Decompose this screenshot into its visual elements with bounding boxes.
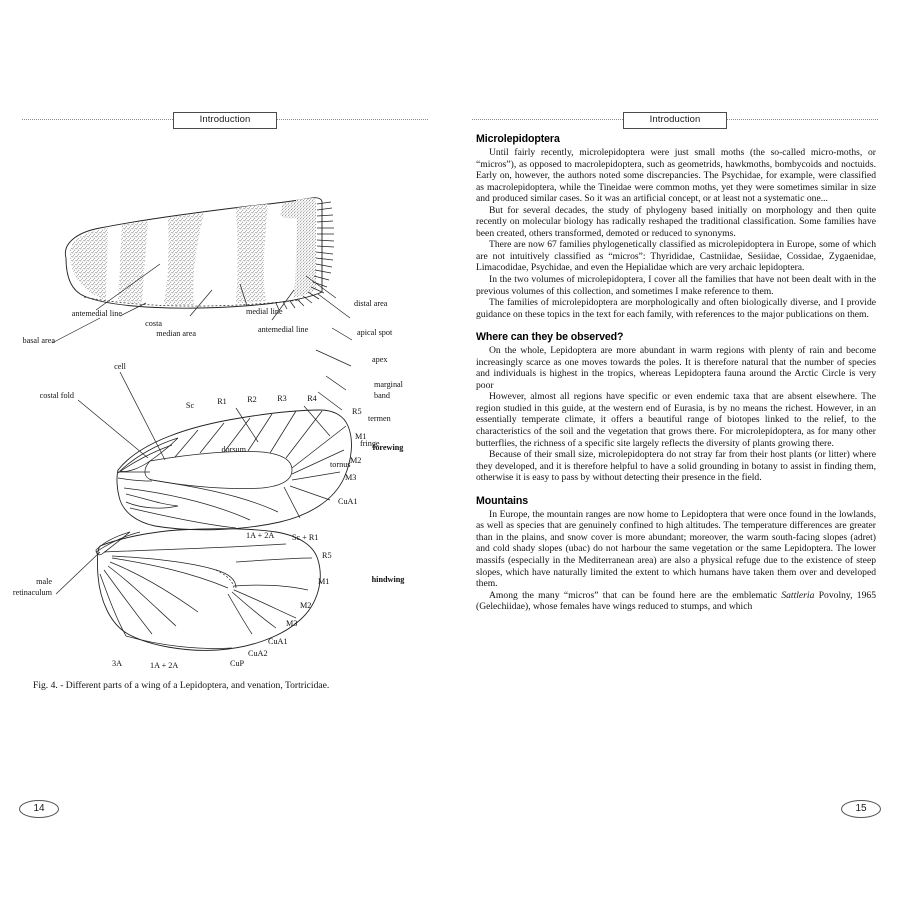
right-page [450, 0, 900, 900]
vein-label-cua1: CuA1 [338, 497, 358, 506]
paragraph: Until fairly recently, microlepidoptera were just small moths (the so-called micro-moths, or “micros”), as opposed to macrolepidoptera, such as geometrids, hawkmoths, bombycoids and noctuids. Early on, however, the authors noted some discrepancies. The Psychidae, for example, were classified as macrolepidoptera, while the Tineidae were common moths, yet they were sometimes similar in size and produced similar cases. So it was an artificial concept, or at least not a systematic one... [476, 147, 876, 205]
paragraph-with-italic [476, 590, 876, 613]
vein-label-r2: R2 [247, 395, 257, 404]
callout-cell: cell [114, 362, 126, 371]
paragraph: There are now 67 families phylogenetically classified as microlepidoptera in Europe, some of which are not intuitively classified as “micros”: Thyrididae, Castniidae, Sesiidae, Cossidae, Zygaenidae, Limacodidae, Psychidae, and even the Hepialidae which are very archaic lepidoptera. [476, 239, 876, 274]
label-hindwing: hindwing [371, 575, 405, 584]
label-medial-line: medial line [246, 307, 283, 316]
header-rule-right-start [472, 119, 623, 121]
vein-label-1a2a-hindwing: 1A + 2A [150, 661, 179, 670]
label-apex: apex [372, 355, 388, 364]
callout-costal-fold: costal fold [39, 391, 74, 400]
vein-label-m2: M2 [350, 456, 362, 465]
label-distal-area: distal area [354, 299, 388, 308]
vein-label-sc-r1: Sc + R1 [292, 533, 319, 542]
vein-label-cup: CuP [230, 659, 245, 668]
vein-label-m1: M1 [355, 432, 367, 441]
label-dorsum: dorsum [221, 445, 246, 454]
vein-label-sc: Sc [185, 401, 195, 410]
section-heading-mountains: Mountains [476, 494, 529, 507]
label-basal-area: basal area [22, 336, 55, 345]
body-column [476, 133, 876, 613]
header-rule-left-end [277, 119, 428, 121]
label-fringe: fringe [360, 439, 380, 448]
vein-label-m1-hindwing: M1 [318, 577, 330, 586]
wing-venation-figure [0, 360, 450, 680]
label-band: band [374, 391, 390, 400]
header-title-left: Introduction [173, 112, 278, 129]
section-heading-where-observed: Where can they be observed? [476, 331, 624, 344]
genus-name-italic: Sattleria [781, 589, 815, 601]
vein-label-r3: R3 [277, 394, 287, 403]
paragraph: But for several decades, the study of phylogeny based initially on morphology and then quite recently on molecular biology has radically reshaped the traditional classification. Some families have been created, others transformed, demoted or reduced to synonyms. [476, 204, 876, 239]
paragraph: On the whole, Lepidoptera are more abundant in warm regions with plenty of rain and become increasingly scarce as one moves towards the poles. It is therefore natural that the number of species and individuals is highest in the tropics, whereas Lepidoptera fauna around the Arctic Circle is very poor [476, 345, 876, 391]
vein-label-m2-hindwing: M2 [300, 601, 312, 610]
label-tornus: tornus [330, 460, 351, 469]
vein-label-r5: R5 [352, 407, 362, 416]
page-number-left: 14 [19, 800, 59, 818]
paragraph: The families of microlepidoptera are morphologically and often biologically diverse, and I provide guidance on these topics in the text for each family, with references to the major publications on them. [476, 297, 876, 320]
paragraph: In the two volumes of microlepidoptera, I cover all the families that have not been dealt with in the previous volumes of this collection, and sometimes I make reference to them. [476, 274, 876, 297]
paragraph: Because of their small size, microlepidoptera do not stray far from their host plants (or litter) where they developed, and it is therefore helpful to have a solid grounding in botany to assist in finding them, otherwise it is easy to pass by without detecting their presence in the field. [476, 449, 876, 484]
label-antemedial-line-1: antemedial line [71, 309, 122, 318]
vein-label-3a: 3A [112, 659, 123, 668]
header-rule-right-end [727, 119, 878, 121]
running-header-left [22, 112, 428, 128]
callout-retinaculum: retinaculum [12, 588, 52, 597]
label-marginal: marginal [374, 380, 403, 389]
vein-label-m3: M3 [345, 473, 357, 482]
paragraph: However, almost all regions have specific or even endemic taxa that are absent elsewhere. The region studied in this guide, at the western end of Eurasia, is by no means the richest. However, in an essentially temperate climate, it offers a beautiful range of biotopes linked to the relief, to the characteristics of the soil and the vegetation that grows there. For microlepidoptera, as for many other butterflies, the richness of a specific site largely reflects the diversity of plants growing there. [476, 391, 876, 449]
paragraph: In Europe, the mountain ranges are now home to Lepidoptera that were once found in the lowlands, as well as species that are genuinely confined to high altitudes. The temperature differences are greater than in the plains, and snow cover is more abundant; moreover, the warm south-facing slopes (adret) and cold shady slopes (ubac) do not harbour the same vegetation or the same Lepidoptera. The lower massifs (especially in the Mediterranean area) are also a physical refuge due to the existence of steep slopes, which have naturally limited the extent to which humans have taken them over and developed them. [476, 508, 876, 590]
paragraph-text-after: Povolny, 1965 (Gelechiidae), whose females have wings reduced to stumps, and which [476, 589, 876, 613]
vein-label-1a2a-forewing: 1A + 2A [246, 531, 275, 540]
wing-venation-svg [0, 360, 450, 680]
label-costa: costa [145, 319, 162, 328]
label-median-area: median area [156, 329, 196, 338]
label-forewing: forewing [372, 443, 404, 452]
figure-caption: Fig. 4. - Different parts of a wing of a Lepidoptera, and venation, Tortricidae. [33, 680, 330, 691]
label-termen: termen [368, 414, 391, 423]
header-title-right: Introduction [623, 112, 728, 129]
vein-label-r5-hindwing: R5 [322, 551, 332, 560]
label-apical-spot: apical spot [357, 328, 393, 337]
label-antemedial-line-2: antemedial line [258, 325, 309, 334]
header-rule-left-start [22, 119, 173, 121]
running-header-right [472, 112, 878, 128]
vein-label-cua1-hindwing: CuA1 [268, 637, 288, 646]
paragraph-text-before: Among the many “micros” that can be found here are the emblematic [489, 589, 782, 601]
vein-label-m3-hindwing: M3 [286, 619, 298, 628]
vein-label-r1: R1 [217, 397, 227, 406]
callout-male: male [36, 577, 52, 586]
page-number-right: 15 [841, 800, 881, 818]
vein-label-cua2: CuA2 [248, 649, 268, 658]
section-heading-microlepidoptera: Microlepidoptera [476, 133, 560, 145]
vein-label-r4: R4 [307, 394, 317, 403]
